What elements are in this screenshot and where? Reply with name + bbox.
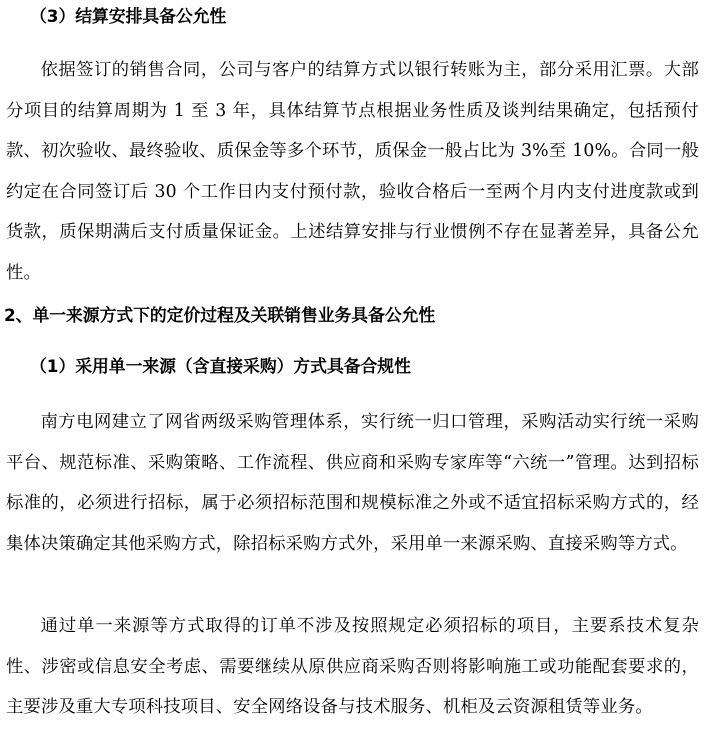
section-heading-single-source: 2、单一来源方式下的定价过程及关联销售业务具备公允性 [4, 305, 436, 325]
paragraph-procurement-system: 南方电网建立了网省两级采购管理体系，实行统一归口管理，采购活动实行统一采购平台、规范标准、采购策略、工作流程、供应商和采购专家库等“六统一”管理。达到招标标准的，必须进行招标，属于必须招标范围和规模标准之外或不适宜招标采购方式的，经集体决策确定其他采购方式，除招标采购方式外，采用单一来源采购、直接采购等方式。 [6, 412, 699, 554]
section-heading-compliance: （1）采用单一来源（含直接采购）方式具备合规性 [30, 356, 411, 376]
paragraph-settlement: 依据签订的销售合同，公司与客户的结算方式以银行转账为主，部分采用汇票。大部分项目的结算周期为 1 至 3 年，具体结算节点根据业务性质及谈判结果确定，包括预付款、初次验收、最终验收、质保金等多个环节，质保金一般占比为 3%至 10%。合同一般约定在合同签订后 30 个工作日内支付预付款，验收合格后一至两个月内支付进度款或到货款，质保期满后支付质量保证金。上述结算安排与行业惯例不存在显著差异，具备公允性。 [6, 60, 699, 283]
section-heading-settlement: （3）结算安排具备公允性 [30, 6, 227, 26]
paragraph-single-source-orders: 通过单一来源等方式取得的订单不涉及按照规定必须招标的项目，主要系技术复杂性、涉密或信息安全考虑、需要继续从原供应商采购否则将影响施工或功能配套要求的，主要涉及重大专项科技项目、安全网络设备与技术服务、机柜及云资源租赁等业务。 [6, 616, 699, 718]
